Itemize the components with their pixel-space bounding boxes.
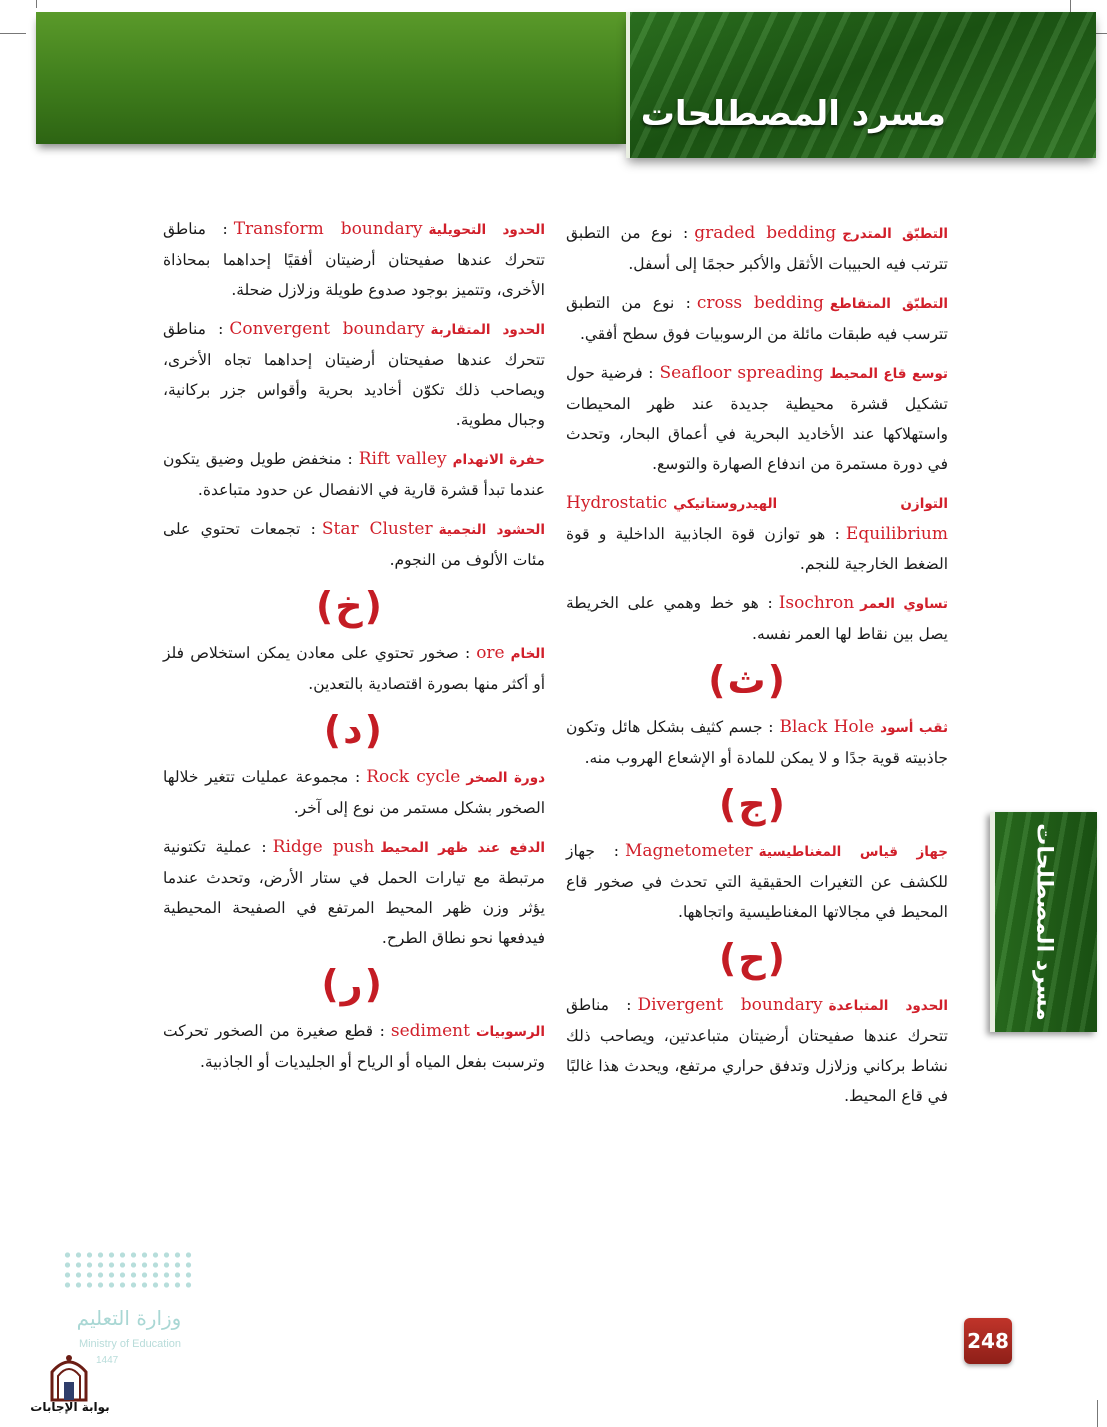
term-arabic: حفرة الانهدام	[452, 452, 546, 468]
term-arabic: تساوي العمر	[860, 596, 948, 612]
term-definition: : عملية تكتونية مرتبطة مع تيارات الحمل في ستار الأرض، وتحدث عندما يؤثر وزن ظهر المحيط المرتفع في الصفيحة المحيطية فيدفعها نحو نطاق الطرح.	[163, 838, 545, 947]
term-english: Ridge push	[272, 837, 375, 857]
glossary-entry	[163, 638, 545, 699]
term-english: Hydrostatic Equilibrium	[566, 493, 948, 544]
term-arabic: التطبّق المتدرج	[842, 226, 949, 242]
term-english: Transform boundary	[233, 219, 423, 239]
term-english: Rock cycle	[366, 767, 461, 787]
section-letter-heading: ( ج )	[729, 782, 785, 826]
glossary-entry	[163, 514, 545, 575]
term-english: ore	[476, 643, 505, 663]
term-arabic: الحدود التحويلية	[428, 222, 545, 238]
term-english: sediment	[390, 1021, 470, 1041]
glossary-entry	[163, 1016, 545, 1077]
term-english: Rift valley	[358, 449, 447, 469]
term-arabic: الحدود المتباعدة	[828, 998, 948, 1014]
section-letter-heading: ( ث )	[729, 658, 785, 702]
section-letter-heading: ( خ )	[326, 584, 382, 628]
term-english: Magnetometer	[624, 841, 753, 861]
glossary-column-left	[163, 214, 545, 1086]
glossary-entry	[566, 488, 948, 579]
term-english: Black Hole	[779, 717, 875, 737]
term-definition: : نوع من التطبق تترتب فيه الحبيبات الأثقل والأكبر حجمًا إلى أسفل.	[566, 224, 948, 273]
term-english: Star Cluster	[321, 519, 433, 539]
crop-mark	[0, 33, 26, 34]
term-definition: : صخور تحتوي على معادن يمكن استخلاص فلز أو أكثر منها بصورة اقتصادية بالتعدين.	[163, 644, 545, 693]
header-title-panel	[626, 12, 1096, 158]
header-banner-strip	[36, 12, 626, 144]
term-arabic: التطبّق المتقاطع	[829, 296, 949, 312]
term-english: Divergent boundary	[637, 995, 823, 1015]
ministry-name-english: Ministry of Education	[78, 1338, 182, 1350]
term-definition: : جهاز للكشف عن التغيرات الحقيقية التي تحدث في صخور قاع المحيط في مجالاتها المغناطيسية واتجاهها.	[566, 842, 948, 921]
section-letter-heading: ( ح )	[729, 936, 785, 980]
term-english: graded bedding	[694, 223, 837, 243]
glossary-entry	[566, 836, 948, 927]
term-definition: : مناطق تتحرك عندها صفيحتان أرضيتان إحداهما تجاه الأخرى، ويصاحب ذلك تكوّن أخاديد بحرية وأقواس جزر بركانية، وجبال مطوية.	[163, 320, 545, 429]
glossary-entry	[566, 358, 948, 479]
term-definition: : منخفض طويل وضيق يتكون عندما تبدأ قشرة قارية في الانفصال عن حدود متباعدة.	[163, 450, 545, 499]
term-definition: : نوع من التطبق تترسب فيه طبقات مائلة من الرسوبيات فوق سطح أفقي.	[566, 294, 948, 343]
term-english: Isochron	[778, 593, 855, 613]
glossary-entry	[566, 588, 948, 649]
term-definition: : هو خط وهمي على الخريطة يصل بين نقاط لها العمر نفسه.	[566, 594, 948, 643]
glossary-entry	[163, 832, 545, 953]
term-arabic: توسع قاع المحيط	[829, 366, 948, 382]
glossary-column-right	[566, 218, 948, 1120]
page-title: مسرد المصطلحات	[640, 94, 946, 134]
term-english: Convergent boundary	[229, 319, 425, 339]
glossary-entry	[566, 288, 948, 349]
crop-mark	[36, 0, 37, 8]
glossary-entry	[163, 444, 545, 505]
ministry-logo-dots	[62, 1250, 196, 1290]
term-arabic: الرسوبيات	[475, 1024, 545, 1040]
glossary-entry	[566, 218, 948, 279]
term-arabic: الدفع عند ظهر المحيط	[380, 840, 545, 856]
term-definition: : مجموعة عمليات تتغير خلالها الصخور بشكل مستمر من نوع إلى آخر.	[163, 768, 545, 817]
section-letter-heading: ( ر )	[326, 962, 382, 1006]
side-tab	[990, 812, 1097, 1032]
term-english: cross bedding	[696, 293, 824, 313]
term-definition: : فرضية حول تشكيل قشرة محيطية جديدة عند ظهر المحيطات واستهلاكها عند الأخاديد البحرية في أعماق البحار، وتحدث في دورة مستمرة من اندفاع الصهارة والتوسع.	[566, 364, 948, 473]
term-arabic: جهاز قياس المغناطيسية	[758, 844, 948, 860]
glossary-entry	[163, 762, 545, 823]
term-definition: : مناطق تتحرك عندها صفيحتان أرضيتان أفقيًا إحداهما بمحاذاة الأخرى، وتتميز بوجود صدوع طويلة وزلازل ضحلة.	[163, 220, 545, 299]
crop-mark	[1097, 1400, 1098, 1427]
term-english: Seafloor spreading	[659, 363, 824, 383]
term-arabic: ثقب أسود	[880, 720, 949, 736]
term-arabic: الخام	[510, 646, 545, 662]
glossary-entry	[566, 990, 948, 1111]
term-definition: : قطع صغيرة من الصخور تحركت وترسبت بفعل المياه أو الرياح أو الجليديات أو الجاذبية.	[163, 1022, 545, 1071]
term-arabic: دورة الصخر	[466, 770, 546, 786]
term-arabic: الحدود المتقاربة	[430, 322, 545, 338]
watermark-mosque-icon	[44, 1350, 94, 1402]
watermark-text: بوابة الإجابات	[30, 1400, 110, 1414]
glossary-entry	[163, 314, 545, 435]
term-definition: : تجمعات تحتوي على مئات الألوف من النجوم.	[163, 520, 545, 569]
term-definition: : مناطق تتحرك عندها صفيحتان أرضيتان متباعدتين، ويصاحب ذلك نشاط بركاني وزلازل وتدفق حراري مرتفع، ويحدث هذا غالبًا في قاع المحيط.	[566, 996, 948, 1105]
glossary-entry	[163, 214, 545, 305]
glossary-entry	[566, 712, 948, 773]
ministry-name-arabic: وزارة التعليم	[76, 1306, 182, 1330]
term-arabic: التوازن الهيدروستاتيكي	[673, 496, 948, 512]
section-letter-heading: ( د )	[326, 708, 382, 752]
term-definition: : جسم كثيف بشكل هائل وتكون جاذبيته قوية جدًا و لا يمكن للمادة أو الإشعاع الهروب منه.	[566, 718, 948, 767]
term-arabic: الحشود النجمية	[438, 522, 545, 538]
page-number: 248	[964, 1318, 1012, 1364]
side-tab-label: مسرد المصطلحات	[1031, 823, 1056, 1021]
term-definition: : هو توازن قوة الجاذبية الداخلية و قوة الضغط الخارجية للنجم.	[566, 525, 948, 573]
ministry-year: 1447	[96, 1355, 119, 1366]
